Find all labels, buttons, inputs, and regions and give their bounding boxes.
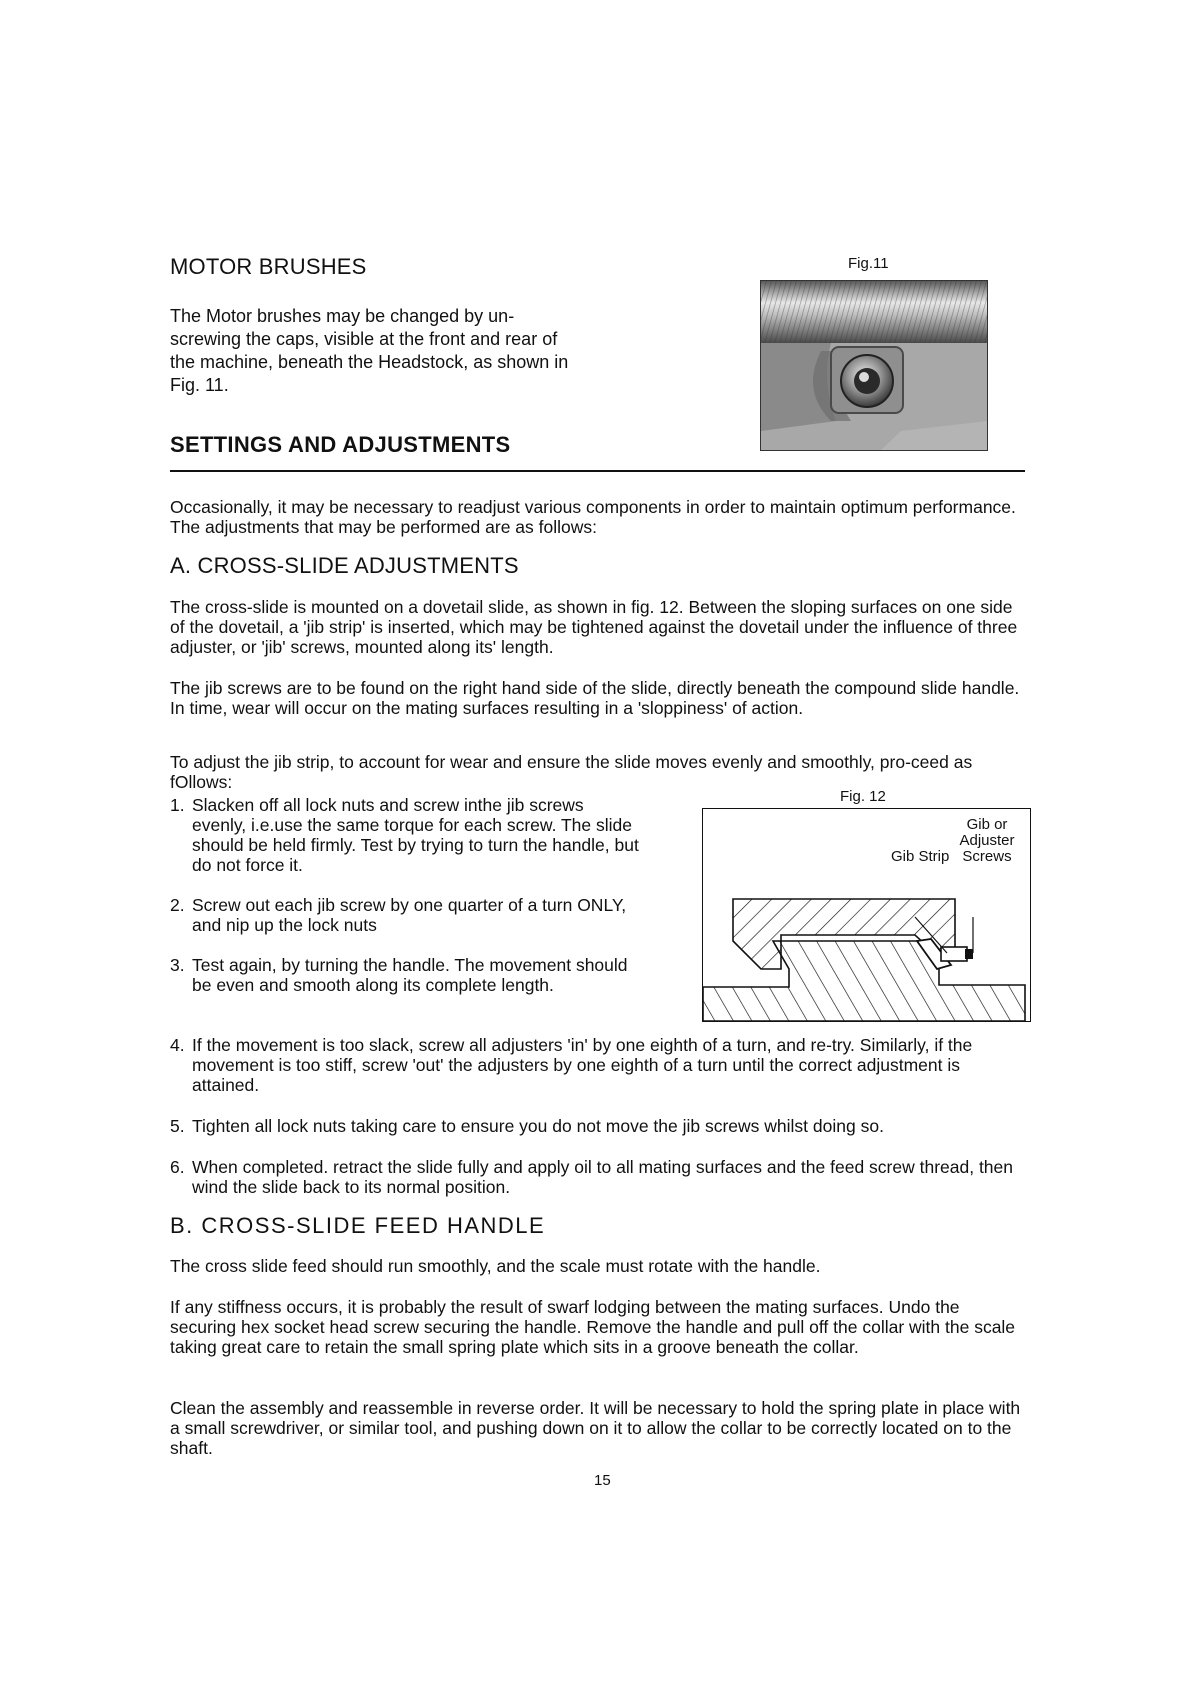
list-item [170, 1157, 1030, 1197]
motor-brush-cap-photo [761, 281, 987, 450]
list-item-number: 3. [170, 955, 185, 975]
list-item-text: If the movement is too slack, screw all adjusters 'in' by one eighth of a turn, and re-try. Similarly, if the movement is too stiff, screw 'out' the adjusters by one eighth of a turn until the correct adjustment is attained. [192, 1035, 973, 1095]
list-item [170, 1035, 1030, 1095]
list-item-number: 4. [170, 1035, 185, 1055]
list-item-number: 1. [170, 795, 185, 815]
motor-brushes-text: The Motor brushes may be changed by un-screwing the caps, visible at the front and rear of the machine, beneath the Headstock, as shown in Fig. 11. [170, 306, 569, 395]
list-item-text: Tighten all lock nuts taking care to ensure you do not move the jib screws whilst doing so. [192, 1116, 884, 1136]
list-item [170, 895, 640, 935]
fig11-caption: Fig.11 [848, 255, 889, 272]
heading-rule [170, 470, 1025, 472]
gib-strip-label: Gib Strip [891, 848, 950, 865]
list-item-number: 5. [170, 1116, 185, 1136]
fig11-photo [760, 280, 988, 451]
cross-slide-para2: The jib screws are to be found on the right hand side of the slide, directly beneath the compound slide handle. In time, wear will occur on the mating surfaces resulting in a 'sloppiness' of action. [170, 678, 1020, 718]
feed-handle-para2: If any stiffness occurs, it is probably the result of swarf lodging between the mating surfaces. Undo the securing hex socket head screw securing the handle. Remove the handle and pull off the collar with the scale taking great care to retain the small spring plate which sits in a groove beneath the collar. [170, 1297, 1016, 1357]
fig12-diagram [702, 808, 1031, 1022]
list-item-number: 6. [170, 1157, 185, 1177]
settings-heading: SETTINGS AND ADJUSTMENTS [170, 432, 511, 457]
fig12-caption: Fig. 12 [840, 788, 886, 805]
list-item-text: When completed. retract the slide fully and apply oil to all mating surfaces and the feed screw thread, then wind the slide back to its normal position. [192, 1157, 1014, 1197]
adjuster-label-line3: Screws [962, 848, 1012, 865]
feed-handle-heading: B. CROSS-SLIDE FEED HANDLE [170, 1213, 546, 1238]
adjuster-label-line1: Gib or [966, 816, 1008, 833]
feed-handle-para3: Clean the assembly and reassemble in reverse order. It will be necessary to hold the spring plate in place with a small screwdriver, or similar tool, and pushing down on it to allow the collar to be correctly located on to the shaft. [170, 1398, 1021, 1458]
adjuster-screw [941, 947, 967, 961]
list-item-text: Screw out each jib screw by one quarter of a turn ONLY, and nip up the lock nuts [192, 895, 627, 935]
list-item [170, 955, 640, 995]
list-item-text: Test again, by turning the handle. The movement should be even and smooth along its complete length. [192, 955, 628, 995]
adjuster-screws-label [951, 817, 1023, 865]
lock-nut [965, 949, 973, 959]
list-item [170, 1116, 1030, 1136]
settings-intro: Occasionally, it may be necessary to readjust various components in order to maintain optimum performance. The adjustments that may be performed are as follows: [170, 497, 1016, 537]
list-item-number: 2. [170, 895, 185, 915]
list-item-text: Slacken off all lock nuts and screw inthe jib screws evenly, i.e.use the same torque for each screw. The slide should be held firmly. Test by trying to turn the handle, but do not force it. [192, 795, 639, 875]
list-item [170, 795, 640, 875]
cross-slide-para1: The cross-slide is mounted on a dovetail slide, as shown in fig. 12. Between the sloping surfaces on one side of the dovetail, a 'jib strip' is inserted, which may be tightened against the dovetail under the influence of three adjuster, or 'jib' screws, mounted along its' length. [170, 597, 1018, 657]
adjuster-label-line2: Adjuster [959, 832, 1015, 849]
motor-brushes-heading: MOTOR BRUSHES [170, 254, 367, 279]
cross-slide-heading: A. CROSS-SLIDE ADJUSTMENTS [170, 553, 519, 578]
cross-slide-para3: To adjust the jib strip, to account for wear and ensure the slide moves evenly and smoothly, pro-ceed as fOllows: [170, 752, 973, 792]
feed-handle-para1: The cross slide feed should run smoothly, and the scale must rotate with the handle. [170, 1256, 821, 1276]
page-number: 15 [594, 1472, 611, 1489]
